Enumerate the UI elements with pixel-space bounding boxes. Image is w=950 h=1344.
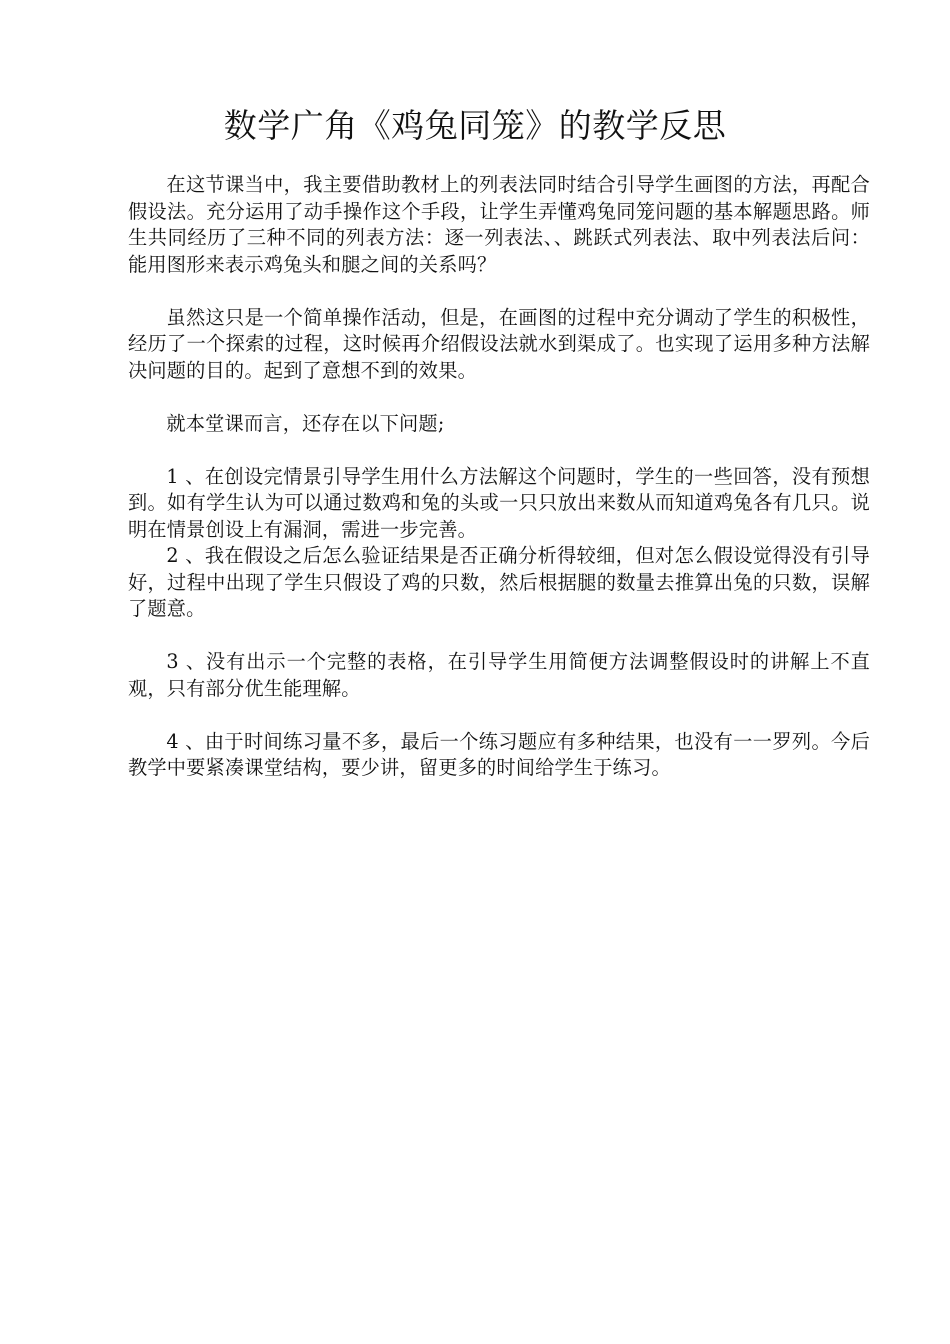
- paragraph-problem-4: 4 、由于时间练习量不多，最后一个练习题应有多种结果，也没有一一罗列。今后教学中要紧凑课堂结构，要少讲，留更多的时间给学生于练习。: [128, 729, 870, 779]
- paragraph-reflection: 虽然这只是一个简单操作活动，但是，在画图的过程中充分调动了学生的积极性，经历了一个探索的过程，这时候再介绍假设法就水到渠成了。也实现了运用多种方法解决问题的目的。起到了意想不到的效果。: [128, 305, 870, 382]
- document-body: [128, 172, 870, 782]
- document-title: 数学广角《鸡兔同笼》的教学反思: [223, 106, 727, 145]
- paragraph-problem-3: 3 、没有出示一个完整的表格，在引导学生用简便方法调整假设时的讲解上不直观，只有部分优生能理解。: [128, 650, 870, 700]
- paragraph-intro: 在这节课当中，我主要借助教材上的列表法同时结合引导学生画图的方法，再配合假设法。充分运用了动手操作这个手段，让学生弄懂鸡兔同笼问题的基本解题思路。师生共同经历了三种不同的列表方法：逐一列表法、、跳跃式列表法、取中列表法后问：能用图形来表示鸡兔头和腿之间的关系吗？: [128, 173, 870, 276]
- paragraph-problems-heading: 就本堂课而言，还存在以下问题;: [166, 411, 445, 435]
- paragraph-problem-2: 2 、我在假设之后怎么验证结果是否正确分析得较细，但对怎么假设觉得没有引导好，过程中出现了学生只假设了鸡的只数，然后根据腿的数量去推算出兔的只数，误解了题意。: [128, 544, 870, 620]
- paragraph-problem-1: 1 、在创设完情景引导学生用什么方法解这个问题时，学生的一些回答，没有预想到。如有学生认为可以通过数鸡和兔的头或一只只放出来数从而知道鸡兔各有几只。说明在情景创设上有漏洞，需进一步完善。: [128, 464, 870, 541]
